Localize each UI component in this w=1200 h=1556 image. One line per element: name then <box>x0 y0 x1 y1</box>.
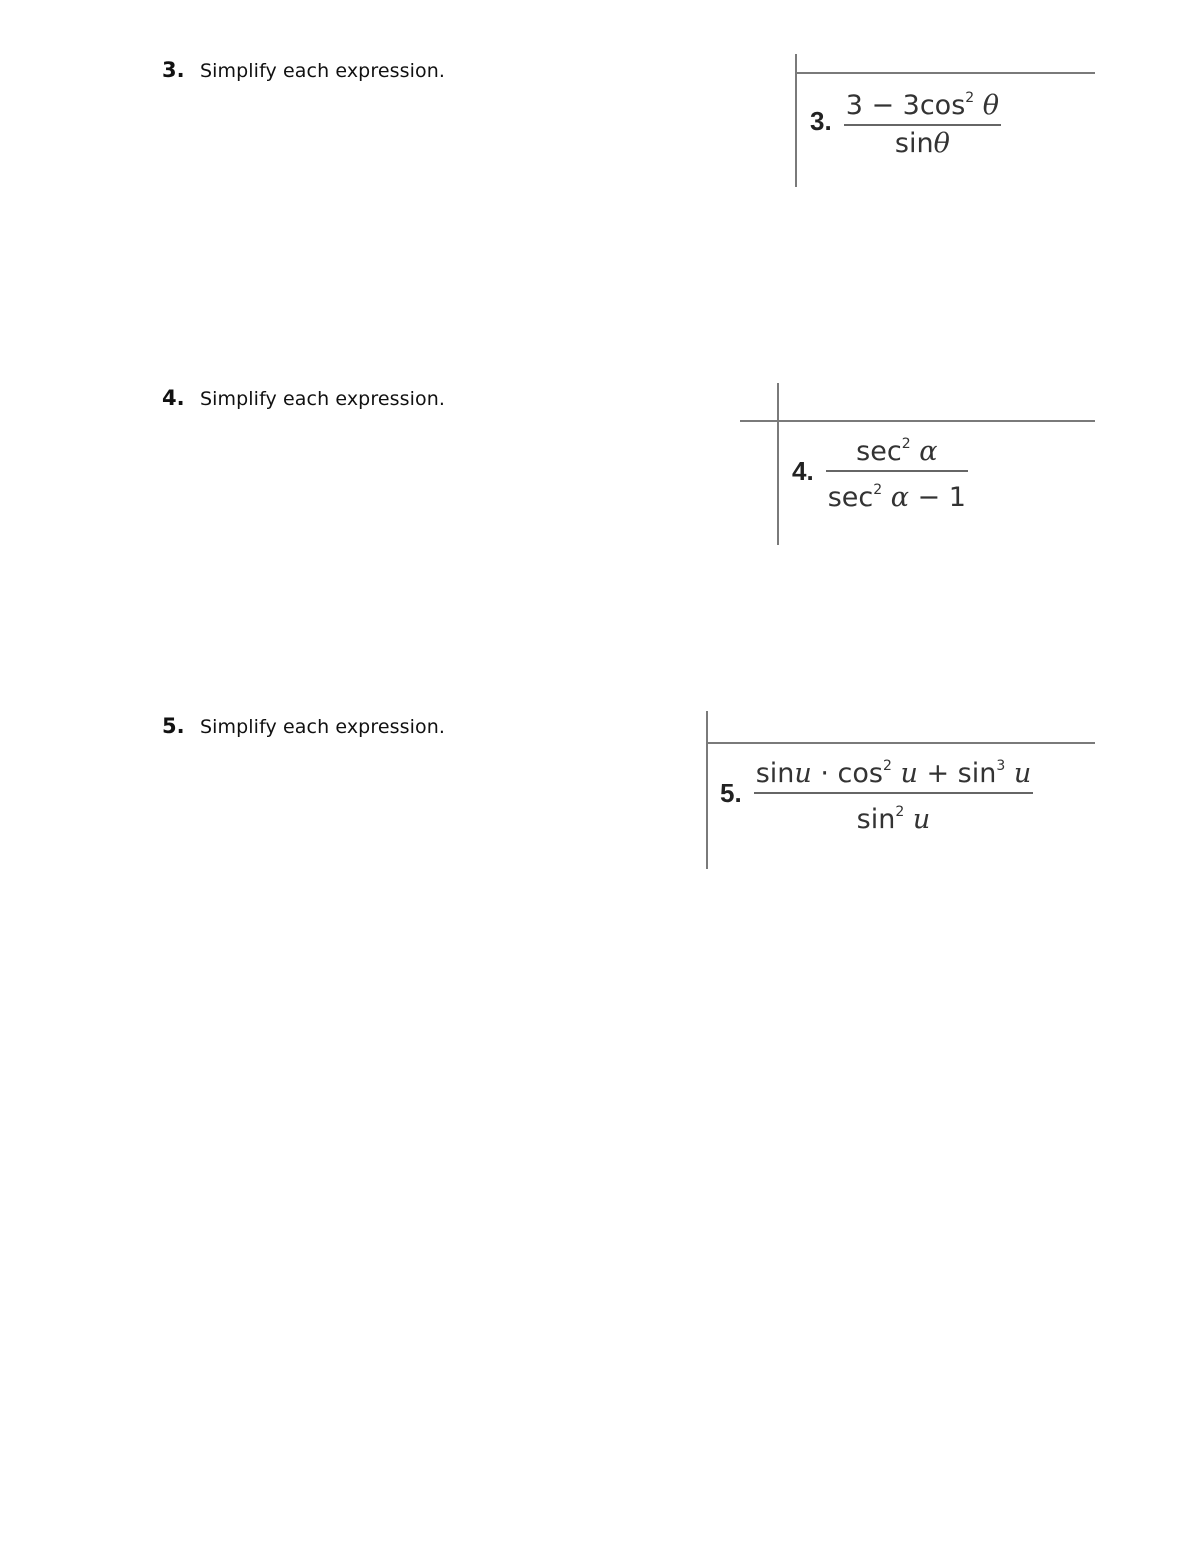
question-instruction: Simplify each expression. <box>200 716 445 738</box>
denominator: $\sin^2 u$ <box>856 804 931 835</box>
expression-label: 3. <box>810 105 832 136</box>
expression-4 <box>792 426 968 516</box>
expression-5 <box>720 748 1033 838</box>
question-instruction: Simplify each expression. <box>200 60 445 82</box>
question-5-heading <box>162 714 445 738</box>
fraction <box>844 80 1001 162</box>
expression-label: 4. <box>792 455 814 486</box>
numerator: $\sec^2 \alpha$ <box>856 436 938 467</box>
fraction <box>826 426 968 516</box>
numerator: $\sin u \cdot \cos^2 u + \sin^3 u$ <box>755 758 1032 789</box>
table-vertical-rule <box>706 711 708 869</box>
question-4-heading <box>162 386 445 410</box>
table-horizontal-rule <box>740 420 1095 422</box>
question-number: 3. <box>162 58 185 82</box>
question-instruction: Simplify each expression. <box>200 388 445 410</box>
numerator: $3 - 3\cos^2$ θ <box>845 90 1000 121</box>
expression-label: 5. <box>720 777 742 808</box>
table-horizontal-rule <box>706 742 1095 744</box>
question-number: 4. <box>162 386 185 410</box>
question-number: 5. <box>162 714 185 738</box>
table-vertical-rule <box>777 383 779 545</box>
denominator: $\sec^2 \alpha - 1$ <box>827 482 966 513</box>
fraction <box>754 748 1034 838</box>
denominator: sinθ <box>894 128 950 159</box>
expression-3 <box>810 80 1001 162</box>
question-3-heading <box>162 58 445 82</box>
table-horizontal-rule <box>795 72 1095 74</box>
